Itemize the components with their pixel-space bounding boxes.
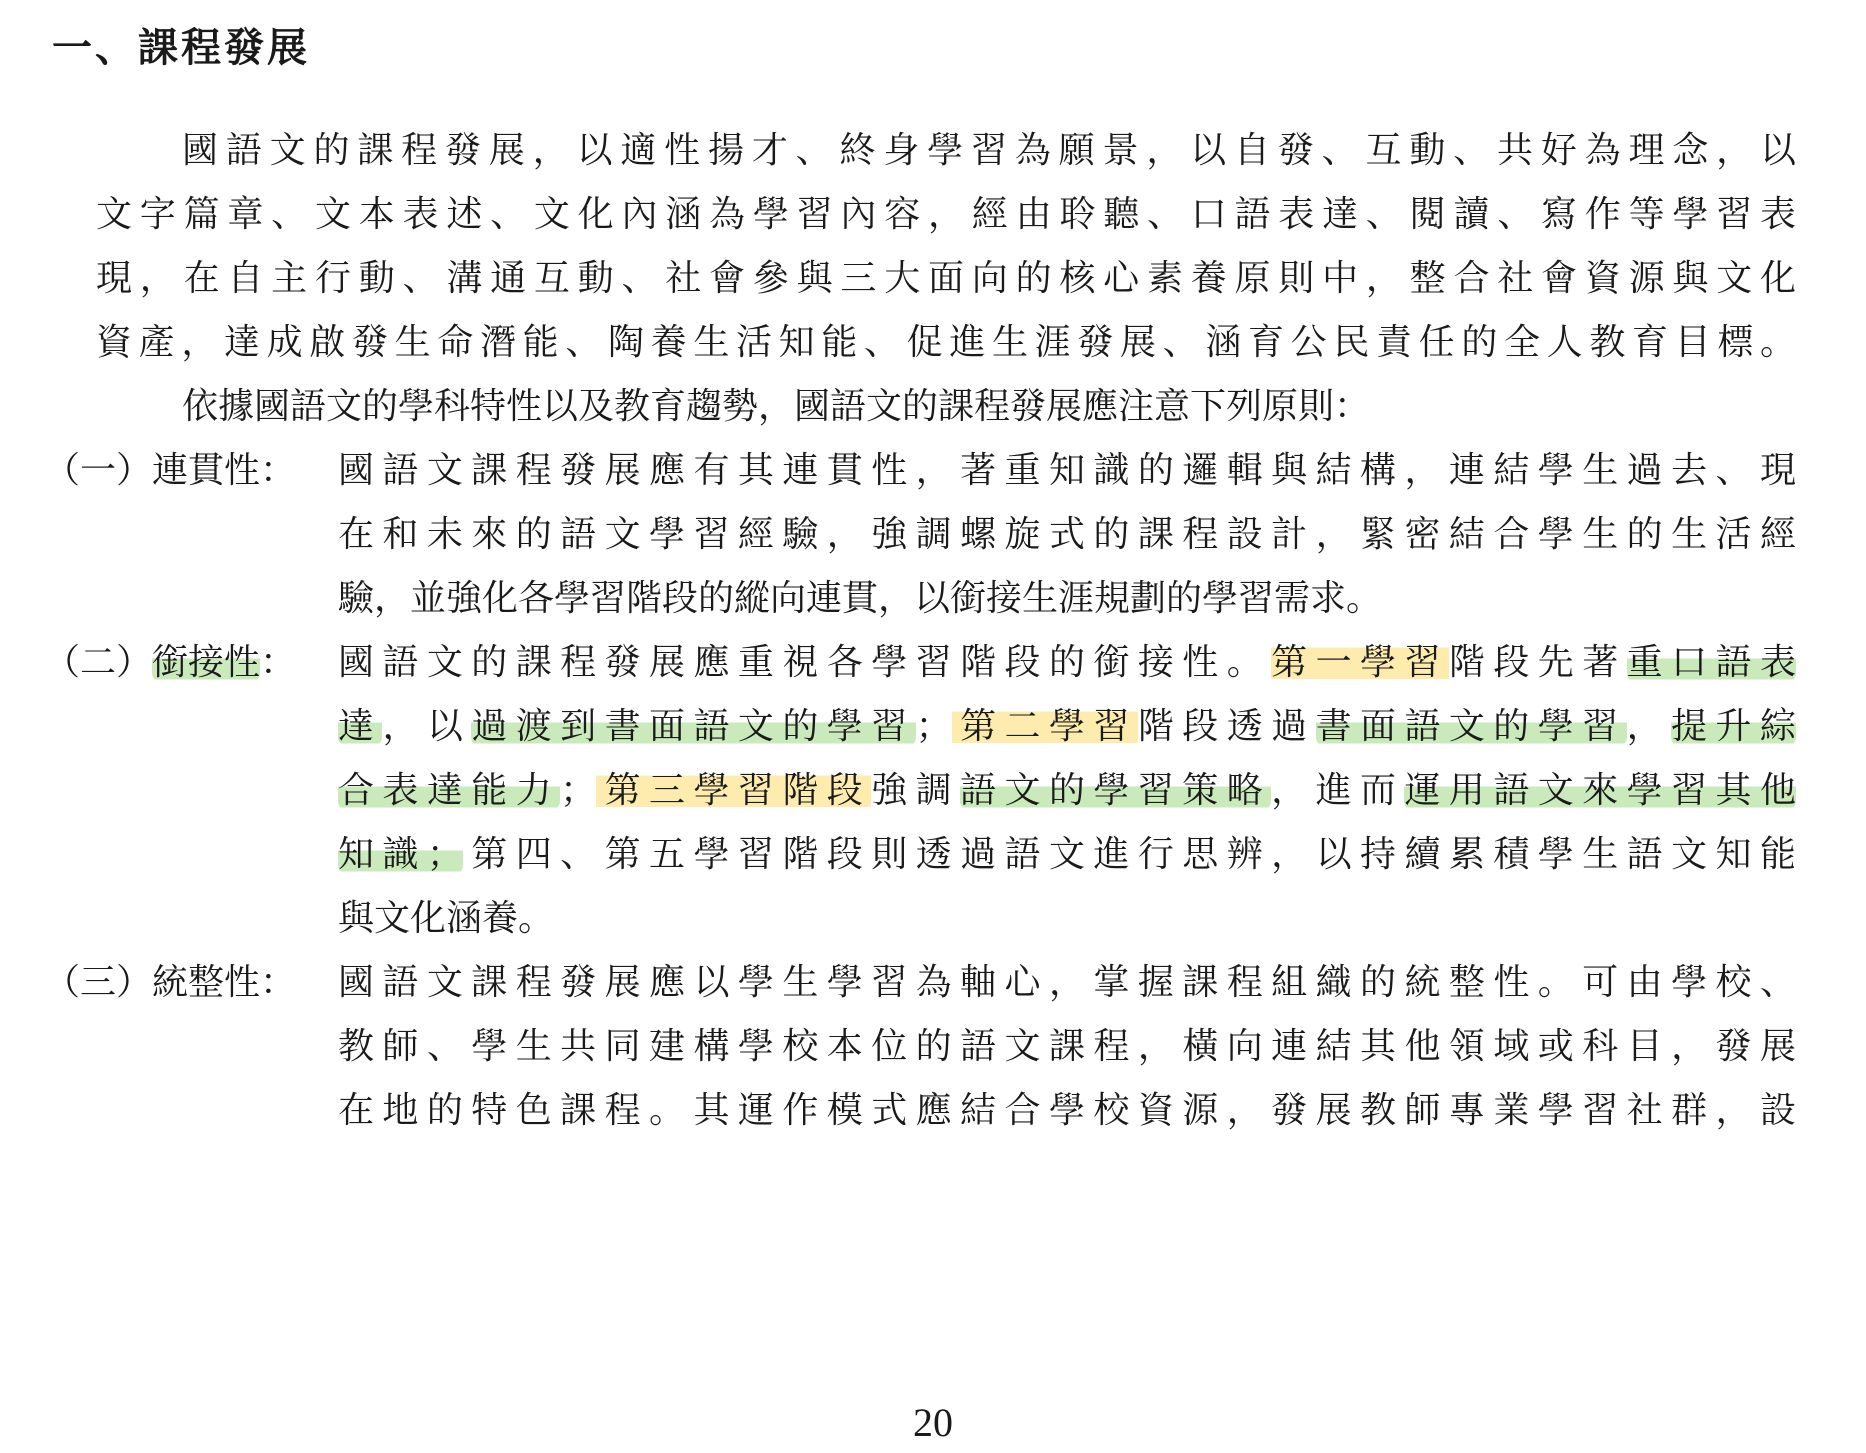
intro-line-3: 現，在自主行動、溝通互動、社會參與三大面向的核心素養原則中，整合社會資源與文化 (96, 258, 1796, 299)
item-2-line-1 (338, 635, 1796, 691)
page-number: 20 (913, 1400, 953, 1445)
item-1-label (44, 443, 296, 499)
item-2-label (44, 635, 296, 691)
item-3-line-3: 在地的特色課程。其運作模式應結合學校資源，發展教師專業學習社群，設 (338, 1090, 1796, 1131)
text-segment: 階段先著 (1448, 642, 1627, 683)
text-segment: 階段透過 (1137, 706, 1316, 747)
highlight-green: 知識； (338, 834, 463, 875)
item-2-title-highlighted: 銜接性 (152, 642, 261, 683)
intro-line-5: 依據國語文的學科特性以及教育趨勢，國語文的課程發展應注意下列原則： (182, 386, 1371, 427)
text-segment: ， (1626, 706, 1672, 747)
highlight-yellow: 第一學習 (1271, 642, 1449, 683)
highlight-green: 運用語文來學習其他 (1404, 770, 1796, 811)
highlight-green: 書面語文的學習 (1315, 706, 1627, 747)
text-segment: ，進而 (1271, 770, 1405, 811)
item-3-title: 統整性 (152, 962, 261, 1003)
text-segment: 國語文的課程發展應重視各學習階段的銜接性。 (338, 642, 1272, 683)
intro-line-1: 國語文的課程發展，以適性揚才、終身學習為願景，以自發、互動、共好為理念，以 (182, 130, 1796, 171)
item-1-line-1: 國語文課程發展應有其連貫性，著重知識的邏輯與結構，連結學生過去、現 (338, 450, 1796, 491)
highlight-green: 合表達能力 (338, 770, 561, 811)
highlight-green: 重口語表 (1626, 642, 1796, 683)
item-2-number: （二） (44, 642, 153, 683)
text-segment: 強調 (871, 770, 961, 811)
text-segment: ； (915, 706, 952, 747)
item-2-line-4 (338, 827, 1796, 883)
highlight-green: 達 (338, 706, 383, 747)
item-3-line-1: 國語文課程發展應以學生學習為軸心，掌握課程組織的統整性。可由學校、 (338, 962, 1796, 1003)
item-1-number: （一） (44, 450, 153, 491)
item-1-colon: ： (260, 450, 297, 491)
highlight-yellow: 第二學習 (951, 706, 1138, 747)
item-3-line-2: 教師、學生共同建構學校本位的語文課程，橫向連結其他領域或科目，發展 (338, 1026, 1796, 1067)
item-3-colon: ： (260, 962, 297, 1003)
text-segment: 第四、第五學習階段則透過語文進行思辨，以持續累積學生語文知能 (462, 834, 1796, 875)
item-2-line-5: 與文化涵養。 (338, 898, 555, 939)
item-3-number: （三） (44, 962, 153, 1003)
highlight-green: 過渡到書面語文的學習 (471, 706, 916, 747)
item-2-line-2 (338, 699, 1796, 755)
text-segment: ； (560, 770, 597, 811)
item-2-colon: ： (260, 642, 297, 683)
item-1-line-3: 驗，並強化各學習階段的縱向連貫，以銜接生涯規劃的學習需求。 (338, 578, 1383, 619)
highlight-green: 提升綜 (1671, 706, 1796, 747)
highlight-yellow: 第三學習階段 (596, 770, 872, 811)
highlight-green: 語文的學習策略 (960, 770, 1272, 811)
item-2-line-3 (338, 763, 1796, 819)
item-1-line-2: 在和未來的語文學習經驗，強調螺旋式的課程設計，緊密結合學生的生活經 (338, 514, 1796, 555)
section-heading: 一、課程發展 (52, 25, 310, 71)
item-1-title: 連貫性 (152, 450, 261, 491)
intro-line-2: 文字篇章、文本表述、文化內涵為學習內容，經由聆聽、口語表達、閱讀、寫作等學習表 (96, 194, 1796, 235)
item-3-label (44, 955, 296, 1011)
text-segment: ，以 (382, 706, 472, 747)
intro-line-4: 資產，達成啟發生命潛能、陶養生活知能、促進生涯發展、涵育公民責任的全人教育目標。 (96, 322, 1796, 363)
